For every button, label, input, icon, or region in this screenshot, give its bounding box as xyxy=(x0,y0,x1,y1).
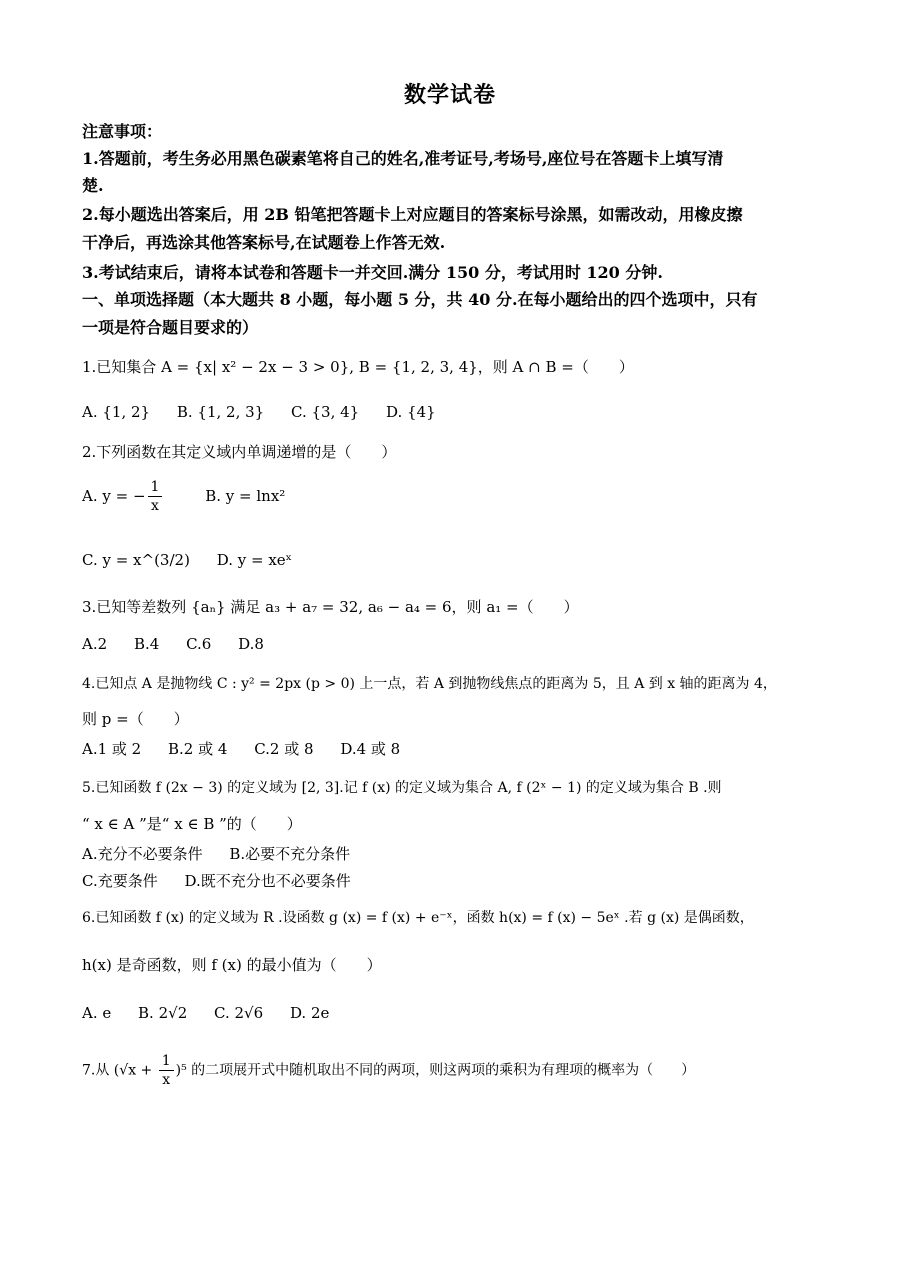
option-d: D. y = xeˣ xyxy=(216,551,293,569)
option-d: D. 2e xyxy=(289,1004,330,1022)
question-1-stem: 1.已知集合 A = {x| x² − 2x − 3 > 0}, B = {1, 2, 3, 4}，则 A ∩ B =（ ） xyxy=(82,358,634,376)
notice-heading: 注意事项： xyxy=(82,122,163,141)
option-c: C.6 xyxy=(186,635,212,653)
question-4-stem-cont: 则 p =（ ） xyxy=(82,710,189,728)
fraction: $\frac{1}{x}$ xyxy=(148,478,163,515)
question-1-options xyxy=(82,400,458,424)
question-5-options-ab xyxy=(82,842,372,866)
page-title: 数学试卷 xyxy=(403,82,496,108)
option-a: A.1 或 2 xyxy=(82,740,142,758)
option-d: D.既不充分也不必要条件 xyxy=(184,872,351,890)
option-b: B.2 或 4 xyxy=(168,740,228,758)
option-b: B. 2√2 xyxy=(138,1004,188,1022)
question-6-stem-cont: h(x) 是奇函数，则 f (x) 的最小值为（ ） xyxy=(82,956,382,974)
option-c: C. {3, 4} xyxy=(291,403,360,421)
question-4-stem: 4.已知点 A 是抛物线 C : y² = 2px (p > 0) 上一点，若 A 到抛物线焦点的距离为 5，且 A 到 x 轴的距离为 4， xyxy=(82,676,777,692)
question-4-options xyxy=(82,737,422,761)
option-a: A. e xyxy=(82,1004,112,1022)
option-b: B. y = lnx² xyxy=(205,486,286,505)
question-6-options xyxy=(82,1001,351,1025)
question-5-options-cd xyxy=(82,869,373,893)
question-2-options-cd xyxy=(82,548,314,572)
question-5-stem-cont: “ x ∈ A ”是“ x ∈ B ”的（ ） xyxy=(82,815,302,833)
option-d: D.4 或 8 xyxy=(340,740,401,758)
notice-item-1: 1.答题前，考生务必用黑色碳素笔将自己的姓名,准考证号,考场号,座位号在答题卡上填写清 xyxy=(82,149,724,168)
section-heading: 一、单项选择题（本大题共 8 小题，每小题 5 分，共 40 分.在每小题给出的四个选项中，只有 xyxy=(82,290,758,309)
option-c: C. y = x^(3/2) xyxy=(82,551,190,569)
notice-item-2-cont: 干净后，再选涂其他答案标号,在试题卷上作答无效. xyxy=(82,233,446,252)
option-a: A. {1, 2} xyxy=(82,403,151,421)
question-2-options-ab xyxy=(82,478,285,515)
option-b: B.必要不充分条件 xyxy=(229,845,351,863)
question-6-stem: 6.已知函数 f (x) 的定义域为 R .设函数 g (x) = f (x) + e⁻ˣ，函数 h(x) = f (x) − 5eˣ .若 g (x) 是偶函数， xyxy=(82,910,754,926)
option-b: B.4 xyxy=(133,635,160,653)
option-a: A.2 xyxy=(82,635,108,653)
notice-item-1-cont: 楚. xyxy=(82,176,104,195)
notice-item-3: 3.考试结束后，请将本试卷和答题卡一并交回.满分 150 分，考试用时 120 分钟. xyxy=(82,263,663,282)
option-c: C.2 或 8 xyxy=(254,740,314,758)
question-3-options xyxy=(82,632,286,656)
option-d: D. {4} xyxy=(386,403,436,421)
question-7-stem: 7.从 (√x + $\frac{1}{x}$ )⁵ 的二项展开式中随机取出不同的两项，则这两项的乘积为有理项的概率为（ ） xyxy=(82,1053,696,1088)
option-b: B. {1, 2, 3} xyxy=(176,403,265,421)
section-heading-cont: 一项是符合题目要求的） xyxy=(82,318,259,337)
option-c: C.充要条件 xyxy=(82,872,158,890)
option-a: A. y = − $\frac{1}{x}$ xyxy=(82,487,169,505)
option-a: A.充分不必要条件 xyxy=(82,845,203,863)
option-d: D.8 xyxy=(238,635,264,653)
notice-item-2: 2.每小题选出答案后，用 2B 铅笔把答题卡上对应题目的答案标号涂黑，如需改动，用橡皮擦 xyxy=(82,205,743,224)
option-c: C. 2√6 xyxy=(214,1004,264,1022)
question-5-stem: 5.已知函数 f (2x − 3) 的定义域为 [2, 3].记 f (x) 的定义域为集合 A, f (2ˣ − 1) 的定义域为集合 B .则 xyxy=(82,780,722,796)
question-3-stem: 3.已知等差数列 {aₙ} 满足 a₃ + a₇ = 32, a₆ − a₄ = 6，则 a₁ =（ ） xyxy=(82,598,579,616)
question-2-stem: 2.下列函数在其定义域内单调递增的是（ ） xyxy=(82,443,397,461)
fraction: $\frac{1}{x}$ xyxy=(159,1052,174,1089)
